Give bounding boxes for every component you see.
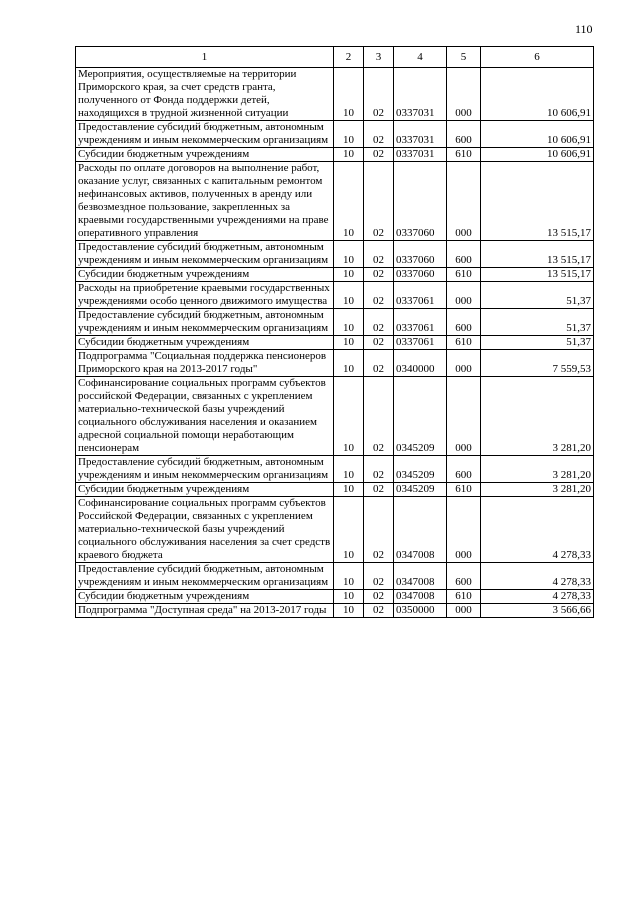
table-row bbox=[76, 282, 594, 309]
table-row bbox=[76, 148, 594, 162]
section-cell: 10 bbox=[334, 377, 364, 456]
expense-type-cell: 000 bbox=[447, 350, 481, 377]
table-row bbox=[76, 350, 594, 377]
section-cell: 10 bbox=[334, 563, 364, 590]
expense-type-cell: 610 bbox=[447, 336, 481, 350]
amount-cell: 51,37 bbox=[481, 336, 594, 350]
expense-type-cell: 600 bbox=[447, 241, 481, 268]
amount-cell: 4 278,33 bbox=[481, 497, 594, 563]
expense-type-cell: 610 bbox=[447, 268, 481, 282]
expense-type-cell: 000 bbox=[447, 68, 481, 121]
expense-type-cell: 000 bbox=[447, 162, 481, 241]
amount-cell: 10 606,91 bbox=[481, 68, 594, 121]
header-cell: 5 bbox=[447, 47, 481, 68]
target-article-cell: 0345209 bbox=[394, 377, 447, 456]
section-cell: 10 bbox=[334, 483, 364, 497]
table-row bbox=[76, 268, 594, 282]
subsection-cell: 02 bbox=[364, 483, 394, 497]
row-name-cell: Предоставление субсидий бюджетным, автономным учреждениям и иным некоммерческим организациям bbox=[76, 241, 334, 268]
header-cell: 3 bbox=[364, 47, 394, 68]
table-row bbox=[76, 68, 594, 121]
expense-type-cell: 610 bbox=[447, 483, 481, 497]
header-cell: 1 bbox=[76, 47, 334, 68]
header-cell: 4 bbox=[394, 47, 447, 68]
table-row bbox=[76, 377, 594, 456]
table-row bbox=[76, 336, 594, 350]
row-name-cell: Предоставление субсидий бюджетным, автономным учреждениям и иным некоммерческим организациям bbox=[76, 309, 334, 336]
amount-cell: 3 281,20 bbox=[481, 377, 594, 456]
subsection-cell: 02 bbox=[364, 590, 394, 604]
amount-cell: 3 566,66 bbox=[481, 604, 594, 618]
row-name-cell: Предоставление субсидий бюджетным, автономным учреждениям и иным некоммерческим организациям bbox=[76, 456, 334, 483]
target-article-cell: 0350000 bbox=[394, 604, 447, 618]
subsection-cell: 02 bbox=[364, 121, 394, 148]
amount-cell: 7 559,53 bbox=[481, 350, 594, 377]
target-article-cell: 0337060 bbox=[394, 162, 447, 241]
row-name-cell: Расходы по оплате договоров на выполнение работ, оказание услуг, связанных с капитальным ремонтом нефинансовых активов, полученных в аренду или безвозмездное пользование, закрепленных за краевыми государственными учреждениями на праве оперативного управления bbox=[76, 162, 334, 241]
header-cell: 2 bbox=[334, 47, 364, 68]
target-article-cell: 0340000 bbox=[394, 350, 447, 377]
expense-type-cell: 000 bbox=[447, 282, 481, 309]
table-row bbox=[76, 309, 594, 336]
expense-type-cell: 610 bbox=[447, 590, 481, 604]
table-row bbox=[76, 121, 594, 148]
section-cell: 10 bbox=[334, 162, 364, 241]
amount-cell: 13 515,17 bbox=[481, 162, 594, 241]
section-cell: 10 bbox=[334, 282, 364, 309]
row-name-cell: Субсидии бюджетным учреждениям bbox=[76, 148, 334, 162]
table-row bbox=[76, 590, 594, 604]
section-cell: 10 bbox=[334, 148, 364, 162]
section-cell: 10 bbox=[334, 309, 364, 336]
expense-type-cell: 600 bbox=[447, 456, 481, 483]
subsection-cell: 02 bbox=[364, 282, 394, 309]
section-cell: 10 bbox=[334, 68, 364, 121]
table-row bbox=[76, 563, 594, 590]
row-name-cell: Субсидии бюджетным учреждениям bbox=[76, 268, 334, 282]
expense-type-cell: 000 bbox=[447, 497, 481, 563]
table-row bbox=[76, 604, 594, 618]
row-name-cell: Софинансирование социальных программ субъектов Российской Федерации, связанных с укреплением материально-технической базы учреждений социального обслуживания населения за счет средств краевого бюджета bbox=[76, 497, 334, 563]
amount-cell: 51,37 bbox=[481, 309, 594, 336]
subsection-cell: 02 bbox=[364, 377, 394, 456]
amount-cell: 10 606,91 bbox=[481, 148, 594, 162]
expense-type-cell: 000 bbox=[447, 604, 481, 618]
target-article-cell: 0337061 bbox=[394, 309, 447, 336]
section-cell: 10 bbox=[334, 604, 364, 618]
target-article-cell: 0345209 bbox=[394, 456, 447, 483]
section-cell: 10 bbox=[334, 241, 364, 268]
section-cell: 10 bbox=[334, 456, 364, 483]
header-row bbox=[76, 47, 594, 68]
subsection-cell: 02 bbox=[364, 497, 394, 563]
subsection-cell: 02 bbox=[364, 68, 394, 121]
section-cell: 10 bbox=[334, 497, 364, 563]
subsection-cell: 02 bbox=[364, 148, 394, 162]
row-name-cell: Предоставление субсидий бюджетным, автономным учреждениям и иным некоммерческим организациям bbox=[76, 121, 334, 148]
row-name-cell: Софинансирование социальных программ субъектов российской Федерации, связанных с укреплением материально-технической базы учреждений социального обслуживания населения и оказанием адресной социальной помощи неработающим пенсионерам bbox=[76, 377, 334, 456]
row-name-cell: Предоставление субсидий бюджетным, автономным учреждениям и иным некоммерческим организациям bbox=[76, 563, 334, 590]
amount-cell: 4 278,33 bbox=[481, 563, 594, 590]
header-cell: 6 bbox=[481, 47, 594, 68]
subsection-cell: 02 bbox=[364, 563, 394, 590]
expense-type-cell: 000 bbox=[447, 377, 481, 456]
row-name-cell: Субсидии бюджетным учреждениям bbox=[76, 590, 334, 604]
subsection-cell: 02 bbox=[364, 350, 394, 377]
expense-type-cell: 610 bbox=[447, 148, 481, 162]
row-name-cell: Мероприятия, осуществляемые на территории Приморского края, за счет средств гранта, полученного от Фонда поддержки детей, находящихся в трудной жизненной ситуации bbox=[76, 68, 334, 121]
subsection-cell: 02 bbox=[364, 241, 394, 268]
table-row bbox=[76, 162, 594, 241]
target-article-cell: 0337060 bbox=[394, 241, 447, 268]
target-article-cell: 0337031 bbox=[394, 148, 447, 162]
subsection-cell: 02 bbox=[364, 268, 394, 282]
amount-cell: 10 606,91 bbox=[481, 121, 594, 148]
table-row bbox=[76, 456, 594, 483]
table-row bbox=[76, 483, 594, 497]
target-article-cell: 0347008 bbox=[394, 590, 447, 604]
expense-type-cell: 600 bbox=[447, 121, 481, 148]
section-cell: 10 bbox=[334, 350, 364, 377]
section-cell: 10 bbox=[334, 336, 364, 350]
expense-type-cell: 600 bbox=[447, 309, 481, 336]
subsection-cell: 02 bbox=[364, 604, 394, 618]
section-cell: 10 bbox=[334, 268, 364, 282]
target-article-cell: 0337060 bbox=[394, 268, 447, 282]
subsection-cell: 02 bbox=[364, 456, 394, 483]
subsection-cell: 02 bbox=[364, 309, 394, 336]
section-cell: 10 bbox=[334, 121, 364, 148]
target-article-cell: 0337031 bbox=[394, 68, 447, 121]
target-article-cell: 0337061 bbox=[394, 336, 447, 350]
table-row bbox=[76, 497, 594, 563]
row-name-cell: Расходы на приобретение краевыми государственных учреждениями особо ценного движимого имущества bbox=[76, 282, 334, 309]
target-article-cell: 0347008 bbox=[394, 497, 447, 563]
amount-cell: 3 281,20 bbox=[481, 456, 594, 483]
section-cell: 10 bbox=[334, 590, 364, 604]
subsection-cell: 02 bbox=[364, 336, 394, 350]
amount-cell: 13 515,17 bbox=[481, 241, 594, 268]
row-name-cell: Подпрограмма "Доступная среда" на 2013-2017 годы bbox=[76, 604, 334, 618]
amount-cell: 3 281,20 bbox=[481, 483, 594, 497]
row-name-cell: Субсидии бюджетным учреждениям bbox=[76, 336, 334, 350]
target-article-cell: 0337061 bbox=[394, 282, 447, 309]
target-article-cell: 0345209 bbox=[394, 483, 447, 497]
budget-table bbox=[75, 46, 594, 618]
target-article-cell: 0347008 bbox=[394, 563, 447, 590]
expense-type-cell: 600 bbox=[447, 563, 481, 590]
row-name-cell: Подпрограмма "Социальная поддержка пенсионеров Приморского края на 2013-2017 годы" bbox=[76, 350, 334, 377]
amount-cell: 13 515,17 bbox=[481, 268, 594, 282]
page-number: 110 bbox=[575, 22, 593, 36]
amount-cell: 51,37 bbox=[481, 282, 594, 309]
row-name-cell: Субсидии бюджетным учреждениям bbox=[76, 483, 334, 497]
target-article-cell: 0337031 bbox=[394, 121, 447, 148]
subsection-cell: 02 bbox=[364, 162, 394, 241]
table-row bbox=[76, 241, 594, 268]
amount-cell: 4 278,33 bbox=[481, 590, 594, 604]
